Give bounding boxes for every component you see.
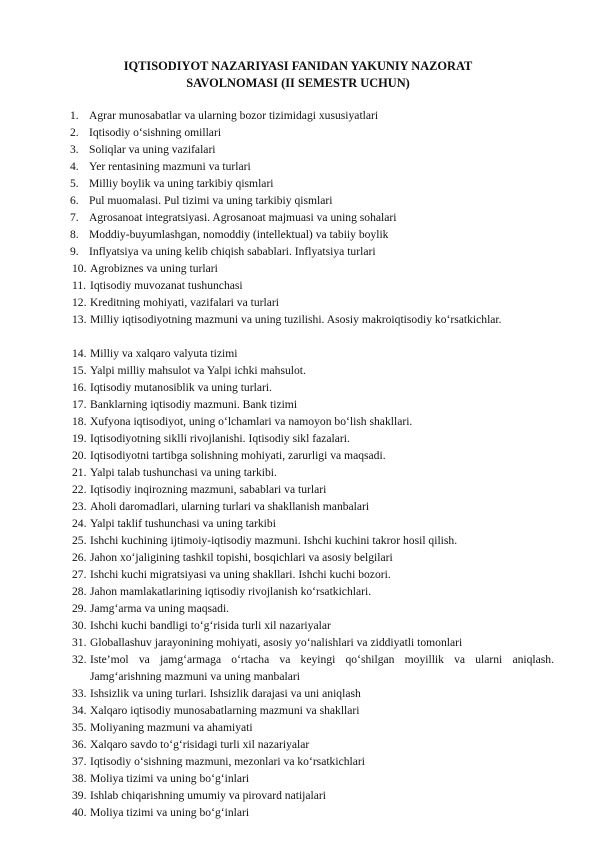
question-text: Iqtisodiy mutanosiblik va uning turlari.: [90, 381, 272, 394]
title-line-2: SAVOLNOMASI (II SEMESTR UCHUN): [186, 76, 410, 90]
question-text: Ishsizlik va uning turlari. Ishsizlik darajasi va uni aniqlash: [90, 687, 361, 700]
question-text: Agrobiznes va uning turlari: [90, 262, 218, 275]
question-text: Milliy va xalqaro valyuta tizimi: [90, 347, 238, 360]
question-number: 14.: [72, 347, 87, 360]
question-number: 40.: [72, 806, 87, 819]
question-text: Moliya tizimi va uning bo‘g‘inlari: [90, 772, 250, 785]
question-text: Inflyatsiya va uning kelib chiqish sabablari. Inflyatsiya turlari: [89, 245, 376, 258]
question-number: 20.: [72, 449, 87, 462]
question-text: Yalpi milliy mahsulot va Yalpi ichki mahsulot.: [90, 364, 306, 377]
question-text: Iste’mol va jamg‘armaga o‘rtacha va keyingi qo‘shilgan moyillik va ularni aniqlash. Jamg‘arishning mazmuni va uning manbalari: [90, 653, 554, 683]
question-number: 21.: [72, 466, 87, 479]
question-number: 10.: [72, 262, 87, 275]
question-number: 23.: [72, 500, 87, 513]
question-text: Ishchi kuchi migratsiyasi va uning shakllari. Ishchi kuchi bozori.: [90, 568, 391, 581]
question-number: 28.: [72, 585, 87, 598]
question-text: Xalqaro savdo to‘g‘risidagi turli xil nazariyalar: [90, 738, 310, 751]
question-number: 9.: [70, 245, 79, 258]
question-number: 16.: [72, 381, 87, 394]
question-text: Yalpi taklif tushunchasi va uning tarkibi: [90, 517, 276, 530]
question-text: Moliyaning mazmuni va ahamiyati: [90, 721, 253, 734]
question-text: Iqtisodiyotni tartibga solishning mohiyati, zarurligi va maqsadi.: [90, 449, 386, 462]
question-text: Iqtisodiy inqirozning mazmuni, sabablari va turlari: [90, 483, 327, 496]
question-text: Iqtisodiy muvozanat tushunchasi: [90, 279, 243, 292]
title-line-1: IQTISODIYOT NAZARIYASI FANIDAN YAKUNIY NAZORAT: [123, 59, 473, 73]
question-number: 17.: [72, 398, 87, 411]
question-number: 1.: [70, 109, 79, 122]
question-number: 33.: [72, 687, 87, 700]
question-text: Jamg‘arma va uning maqsadi.: [90, 602, 230, 615]
question-text: Soliqlar va uning vazifalari: [89, 143, 216, 156]
question-number: 34.: [72, 704, 87, 717]
question-number: 24.: [72, 517, 87, 530]
question-text: Yalpi talab tushunchasi va uning tarkibi.: [90, 466, 277, 479]
question-number: 8.: [70, 228, 79, 241]
question-number: 39.: [72, 789, 87, 802]
question-text: Iqtisodiy o‘sishning omillari: [89, 126, 222, 139]
question-number: 32.: [72, 653, 87, 666]
question-text: Aholi daromadlari, ularning turlari va shakllanish manbalari: [90, 500, 370, 513]
question-number: 3.: [70, 143, 79, 156]
question-text: Jahon xo‘jaligining tashkil topishi, bosqichlari va asosiy belgilari: [90, 551, 393, 564]
question-number: 15.: [72, 364, 87, 377]
question-text: Banklarning iqtisodiy mazmuni. Bank tizimi: [90, 398, 298, 411]
question-number: 36.: [72, 738, 87, 751]
question-text: Pul muomalasi. Pul tizimi va uning tarkibiy qismlari: [89, 194, 333, 207]
question-text: Ishchi kuchi bandligi to‘g‘risida turli xil nazariyalar: [90, 619, 331, 632]
question-text: Agrar munosabatlar va ularning bozor tizimidagi xususiyatlari: [89, 109, 379, 122]
question-text: Iqtisodiy o‘sishning mazmuni, mezonlari va ko‘rsatkichlari: [90, 755, 365, 768]
question-number: 18.: [72, 415, 87, 428]
question-number: 31.: [72, 636, 87, 649]
question-number: 37.: [72, 755, 87, 768]
question-number: 19.: [72, 432, 87, 445]
document-title: [70, 58, 526, 92]
question-number: 26.: [72, 551, 87, 564]
question-number: 29.: [72, 602, 87, 615]
question-number: 30.: [72, 619, 87, 632]
question-number: 27.: [72, 568, 87, 581]
question-text: Moliya tizimi va uning bo‘g‘inlari: [90, 806, 250, 819]
question-text: Milliy iqtisodiyotning mazmuni va uning tuzilishi. Asosiy makroiqtisodiy ko‘rsatkichlar.: [90, 313, 502, 326]
question-number: 38.: [72, 772, 87, 785]
question-number: 2.: [70, 126, 79, 139]
question-text: Globallashuv jarayonining mohiyati, asosiy yo‘nalishlari va ziddiyatli tomonlari: [90, 636, 463, 649]
question-text: Ishlab chiqarishning umumiy va pirovard natijalari: [90, 789, 327, 802]
question-number: 7.: [70, 211, 79, 224]
question-text: Ishchi kuchining ijtimoiy-iqtisodiy mazmuni. Ishchi kuchini takror hosil qilish.: [90, 534, 458, 547]
question-number: 25.: [72, 534, 87, 547]
question-text: Jahon mamlakatlarining iqtisodiy rivojlanish ko‘rsatkichlari.: [90, 585, 372, 598]
question-number: 5.: [70, 177, 79, 190]
question-text: Agrosanoat integratsiyasi. Agrosanoat majmuasi va uning sohalari: [89, 211, 397, 224]
question-text: Kreditning mohiyati, vazifalari va turlari: [90, 296, 279, 309]
question-text: Moddiy-buyumlashgan, nomoddiy (intellektual) va tabiiy boylik: [89, 228, 389, 241]
question-text: Yer rentasining mazmuni va turlari: [89, 160, 251, 173]
question-number: 6.: [70, 194, 79, 207]
question-text: Iqtisodiyotning siklli rivojlanishi. Iqtisodiy sikl fazalari.: [90, 432, 350, 445]
question-text: Xalqaro iqtisodiy munosabatlarning mazmuni va shakllari: [90, 704, 360, 717]
question-text: Xufyona iqtisodiyot, uning o‘lchamlari va namoyon bo‘lish shakllari.: [90, 415, 413, 428]
question-number: 4.: [70, 160, 79, 173]
question-text: Milliy boylik va uning tarkibiy qismlari: [89, 177, 274, 190]
question-number: 22.: [72, 483, 87, 496]
question-number: 13.: [72, 313, 87, 326]
question-number: 35.: [72, 721, 87, 734]
question-number: 12.: [72, 296, 87, 309]
question-number: 11.: [72, 279, 87, 292]
